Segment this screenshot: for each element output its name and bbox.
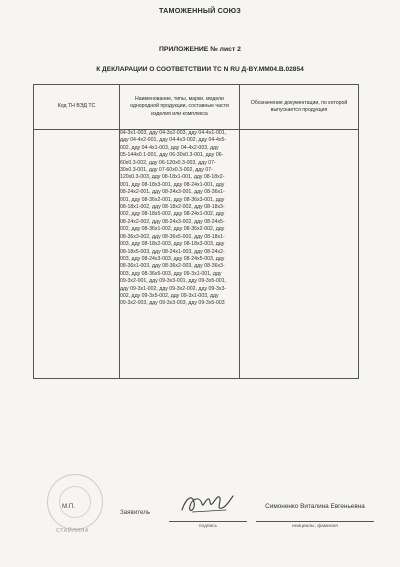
table-header-row xyxy=(34,85,359,130)
product-line: 05-144х0.1-001, дду 06-30х0.3-001, дду 06- xyxy=(120,152,224,159)
product-line: 09-3х2-003, дду 09-3х3-003, дду 09-3х5-003 xyxy=(120,300,225,307)
seal-place-label: М.П. xyxy=(62,503,76,510)
union-title: ТАМОЖЕННЫЙ СОЮЗ xyxy=(159,6,241,15)
product-line: 08-18х5-003, дду 08-24х1-003, дду 08-24х2- xyxy=(120,248,225,255)
product-line: 002, дду 08-18х5-002, дду 08-24х1-002, дду xyxy=(120,211,225,218)
products-table xyxy=(33,84,359,379)
product-line: 002, дду 08-36х1-002, дду 08-36х2-002, дду xyxy=(120,226,225,233)
product-line: дду 04-4х2-001, дду 04-4х3-002, дду 04-4х5- xyxy=(120,137,227,144)
handwritten-signature xyxy=(178,488,236,518)
stamp-inner-ring xyxy=(59,486,91,518)
product-line: 08-36х1-003, дду 08-36х2-003, дду 08-36х3- xyxy=(120,263,225,270)
hs-code-cell xyxy=(34,130,120,379)
product-line: 60х0.3-002, дду 06-120х0.3-003, дду 07- xyxy=(120,159,216,166)
product-line: 001, дду 08-18х3-001, дду 08-24х1-001, дду xyxy=(120,181,225,188)
stamp-area xyxy=(0,470,400,567)
name-line xyxy=(256,521,374,522)
product-line: дду 09-3х1-002, дду 09-3х2-002, дду 09-3х3- xyxy=(120,285,227,292)
product-line: 09-3х2-001, дду 09-3х3-001, дду 09-3х5-001, xyxy=(120,278,227,285)
stamp-seal xyxy=(47,474,103,530)
documentation-cell xyxy=(240,130,359,379)
appendix-title: ПРИЛОЖЕНИЕ № лист 2 xyxy=(159,46,241,53)
signature-line xyxy=(169,521,247,522)
product-line: 003, дду 08-36х5-003, дду 09-3х1-001, дду xyxy=(120,270,222,277)
product-line: 08-36х3-002, дду 08-36х5-002, дду 08-18х1- xyxy=(120,233,225,240)
table-row xyxy=(34,130,359,379)
signature-caption: подпись xyxy=(198,524,218,529)
name-caption: инициалы, фамилия xyxy=(292,524,338,529)
product-line: 003, дду 08-18х2-003, дду 08-18х3-003, дду xyxy=(120,241,225,248)
product-line: 08-24х2-002, дду 08-24х3-002, дду 08-24х5- xyxy=(120,218,225,225)
col-documentation: Обозначение документации, по которой выпускается продукция xyxy=(240,85,359,130)
declaration-title: К ДЕКЛАРАЦИИ О СООТВЕТСТВИИ ТС N RU Д-BY.MM04.B.02854 xyxy=(96,66,304,73)
product-line: 08-18х1-002, дду 08-18х2-002, дду 08-18х3- xyxy=(120,204,225,211)
col-hs-code: Код ТН ВЭД ТС xyxy=(34,85,120,130)
product-line: 04-3х1-003, дду 04-3х2-003, дду 04-4х1-001, xyxy=(120,130,227,136)
product-line: 002, дду 04-4х1-003, дду 04-4х2-003, дду xyxy=(120,144,219,151)
product-line: 002, дду 09-3х5-002, дду 09-3х1-003, дду xyxy=(120,292,219,299)
applicant-label: Заявитель xyxy=(120,509,151,516)
product-line: 001, дду 08-36х2-001, дду 08-36х3-001, дду xyxy=(120,196,225,203)
stamp-label: СТАЙЛИНА xyxy=(56,528,89,534)
col-product-names: Наименование, типы, марки, модели однородной продукции, составные части изделия или комплекса xyxy=(120,85,240,130)
product-line: 30х0.3-001, дду 07-60х0.3-002, дду 07- xyxy=(120,167,213,174)
product-line: 08-24х2-001, дду 08-24х3-001, дду 08-36х1- xyxy=(120,189,225,196)
signatory-name: Симоненко Виталина Евгеньевна xyxy=(265,503,365,510)
product-line: 003, дду 08-24х3-003, дду 08-24х5-003, дду xyxy=(120,255,225,262)
product-list-cell xyxy=(120,130,240,379)
product-line: 120х0.3-003, дду 08-18х1-001, дду 08-18х2- xyxy=(120,174,225,181)
